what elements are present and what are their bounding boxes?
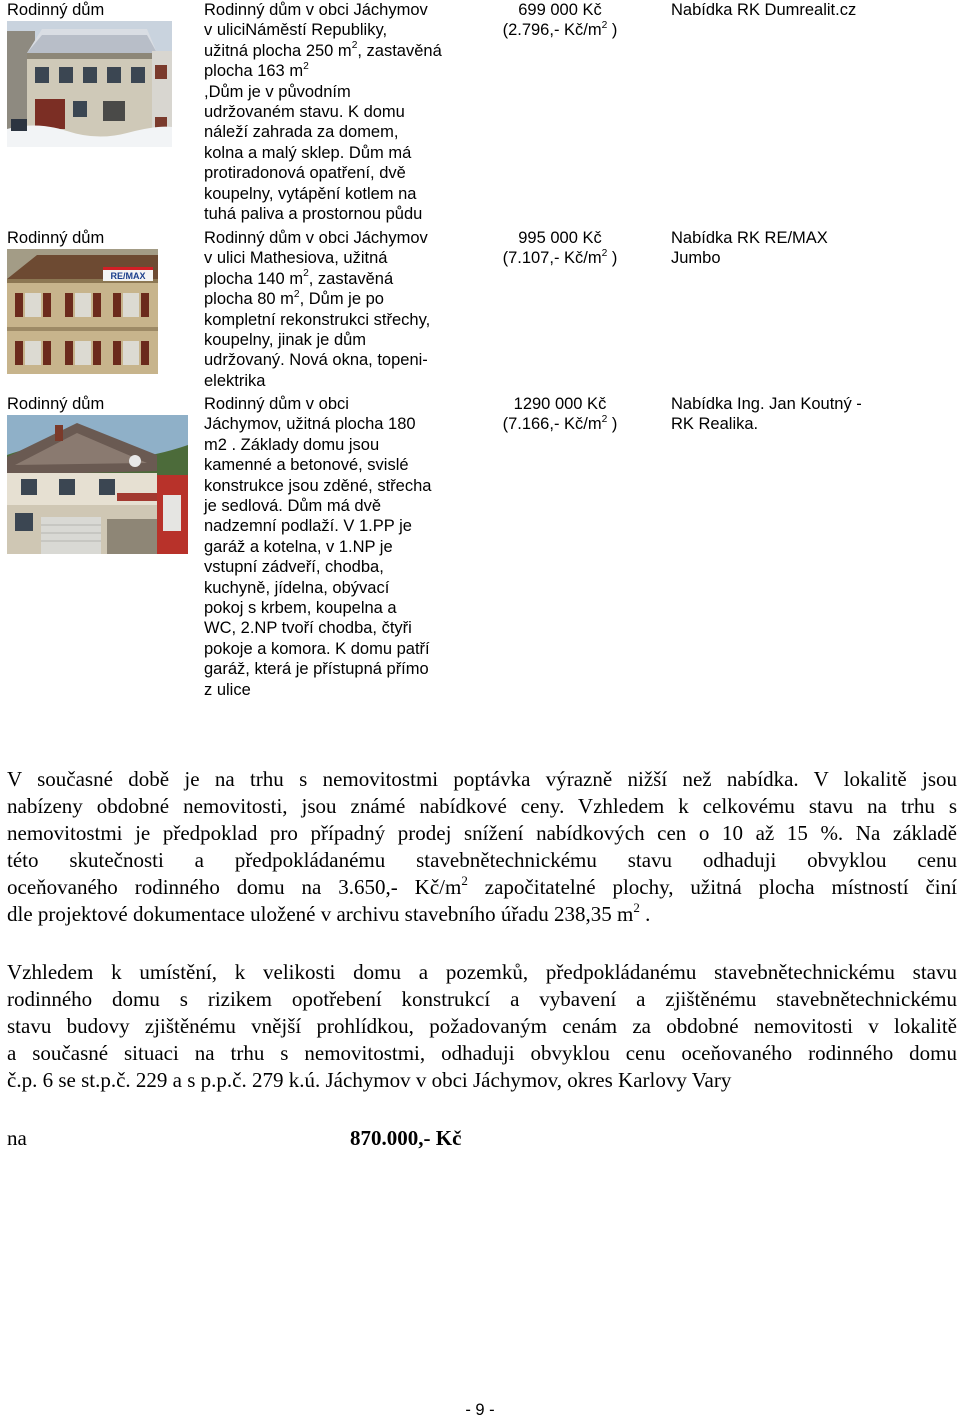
final-value: 870.000,- Kč — [350, 1126, 462, 1150]
paragraph-line: a současné situaci na trhu s nemovitostmi, odhaduji obvyklou cenu oceňovaného rodinného domu — [7, 1041, 957, 1066]
superscript: 2 — [461, 873, 468, 889]
superscript: 2 — [601, 19, 608, 31]
listing-1-type: Rodinný dům — [7, 1, 105, 19]
desc-line: ,Dům je v původním — [204, 82, 351, 101]
house-photo-2 — [7, 249, 158, 374]
paragraph-line: rodinného domu s rizikem opotřebení konstrukcí a vybavení a zjištěnému stavebnětechnickému — [7, 987, 957, 1012]
desc-text: plocha 140 m — [204, 269, 304, 288]
desc-line: kuchyně, jídelna, obývací — [204, 578, 390, 597]
desc-line: garáž, která je přístupná přímo — [204, 660, 429, 679]
remax-sign: RE/MAX — [110, 271, 146, 281]
desc-line: pokoje a komora. K domu patří — [204, 639, 430, 658]
price-close: ) — [607, 249, 618, 268]
desc-line: elektrika — [204, 371, 266, 390]
paragraph-text: dle projektové dokumentace uložené v archivu stavebního úřadu 238,35 m — [7, 902, 634, 927]
desc-line: konstrukce jsou zděné, střecha — [204, 476, 432, 495]
listing-1-source: Nabídka RK Dumrealit.cz — [671, 1, 857, 19]
listing-3-price-block — [480, 394, 640, 435]
price: 699 000 Kč — [518, 1, 602, 19]
desc-text: , zastavěná plocha 163 m — [204, 41, 442, 81]
page-number: - 9 - — [465, 1401, 495, 1419]
desc-text: plocha 80 m — [204, 290, 294, 309]
price-per-m2-text: (2.796,- Kč/m — [502, 21, 602, 40]
desc-line: garáž a kotelna, v 1.NP je — [204, 537, 393, 556]
superscript: 2 — [601, 413, 608, 425]
desc-line: tuhá paliva a prostornou půdu — [204, 205, 423, 224]
superscript: 2 — [303, 60, 309, 72]
price-close: ) — [607, 21, 618, 40]
listing-3-type: Rodinný dům — [7, 395, 105, 413]
paragraph-text: oceňovaného rodinného domu na 3.650,- Kč/m — [7, 875, 462, 900]
paragraph-text: . — [639, 902, 651, 927]
desc-line: je sedlová. Dům má dvě — [204, 497, 381, 516]
paragraph-line: nabízeny obdobné nemovitosti, jsou známé nabídkové ceny. Vzhledem k celkovému stavu na trhu s — [7, 794, 957, 819]
desc-line: v uliciNáměstí Republiky, — [204, 21, 388, 40]
paragraph-line: této skutečnosti a předpokládanému stavebnětechnickému stavu odhaduji obvyklou cenu — [7, 848, 957, 873]
desc-line — [204, 269, 459, 289]
listing-2-type: Rodinný dům — [7, 229, 105, 247]
source-line: Nabídka RK RE/MAX — [671, 229, 828, 247]
listing-2-source — [671, 228, 901, 269]
final-value-label: na — [7, 1126, 27, 1150]
listing-2-description — [204, 228, 459, 391]
desc-line: Rodinný dům v obci — [204, 395, 349, 413]
desc-line: náleží zahrada za domem, — [204, 123, 399, 142]
listing-1-price-block — [480, 0, 640, 41]
valuation-paragraph-1 — [7, 766, 957, 929]
desc-line: Rodinný dům v obci Jáchymov — [204, 229, 428, 247]
paragraph-line — [7, 901, 957, 928]
desc-line: z ulice — [204, 680, 251, 699]
house-photo-3 — [7, 415, 188, 554]
desc-line: udržovaný. Nová okna, topeni- — [204, 351, 428, 370]
paragraph-line — [7, 874, 957, 901]
desc-line: vstupní zádveří, chodba, — [204, 558, 384, 577]
price-close: ) — [607, 415, 618, 434]
desc-text: , Dům je po — [299, 290, 384, 309]
desc-line: nadzemní podlaží. V 1.PP je — [204, 517, 412, 536]
paragraph-line: V současné době je na trhu s nemovitostmi poptávka výrazně nižší než nabídka. V lokalitě jsou — [7, 767, 957, 791]
desc-line: WC, 2.NP tvoří chodba, čtyři — [204, 619, 412, 638]
paragraph-line: Vzhledem k umístění, k velikosti domu a pozemků, předpokládanému stavebnětechnickému stavu — [7, 960, 957, 984]
desc-line: protiradonová opatření, dvě — [204, 164, 406, 183]
price: 1290 000 Kč — [513, 395, 607, 413]
source-line: Nabídka Ing. Jan Koutný - — [671, 395, 862, 413]
price: 995 000 Kč — [518, 229, 602, 247]
desc-line: kompletní rekonstrukci střechy, — [204, 310, 431, 329]
desc-line: koupelny, vytápění kotlem na — [204, 184, 417, 203]
paragraph-line: nemovitostmi je předpoklad pro případný prodej snížení nabídkových cen o 10 až 15 %. Na základě — [7, 821, 957, 846]
desc-text: , zastavěná — [308, 269, 394, 288]
valuation-paragraph-2 — [7, 959, 957, 1094]
desc-line: kolna a malý sklep. Dům má — [204, 143, 412, 162]
desc-line: pokoj s krbem, koupelna a — [204, 599, 397, 618]
desc-text: užitná plocha 250 m — [204, 41, 352, 60]
listing-3-source — [671, 394, 901, 435]
listing-3-description — [204, 394, 459, 700]
desc-line: Rodinný dům v obci Jáchymov — [204, 1, 428, 19]
desc-line — [204, 41, 459, 82]
desc-line: Jáchymov, užitná plocha 180 — [204, 415, 416, 434]
price-per-m2 — [480, 414, 640, 434]
source-line: RK Realika. — [671, 415, 759, 434]
house-photo-1 — [7, 21, 172, 147]
superscript: 2 — [293, 288, 300, 300]
superscript: 2 — [303, 268, 309, 280]
source-line: Jumbo — [671, 249, 721, 268]
price-per-m2 — [480, 20, 640, 40]
paragraph-text: započitatelné plochy, užitná plocha místností činí — [467, 875, 957, 900]
desc-line: kamenné a betonové, svislé — [204, 456, 409, 475]
desc-line: koupelny, jinak je dům — [204, 331, 367, 350]
price-per-m2-text: (7.107,- Kč/m — [502, 249, 602, 268]
paragraph-line: stavu budovy zjištěnému vnější prohlídkou, požadovaným cenám za obdobné nemovitosti v lokalitě — [7, 1014, 957, 1039]
desc-line — [204, 289, 459, 309]
listing-1-description — [204, 0, 459, 224]
listing-2-price-block — [480, 228, 640, 269]
superscript: 2 — [351, 40, 358, 52]
price-per-m2-text: (7.166,- Kč/m — [502, 415, 602, 434]
paragraph-line: č.p. 6 se st.p.č. 229 a s p.p.č. 279 k.ú. Jáchymov v obci Jáchymov, okres Karlovy Vary — [7, 1068, 732, 1093]
desc-line: v ulici Mathesiova, užitná — [204, 249, 388, 268]
desc-line: m2 . Základy domu jsou — [204, 435, 380, 454]
superscript: 2 — [633, 900, 640, 916]
price-per-m2 — [480, 248, 640, 268]
desc-line: udržovaném stavu. K domu — [204, 103, 405, 122]
superscript: 2 — [601, 247, 608, 259]
